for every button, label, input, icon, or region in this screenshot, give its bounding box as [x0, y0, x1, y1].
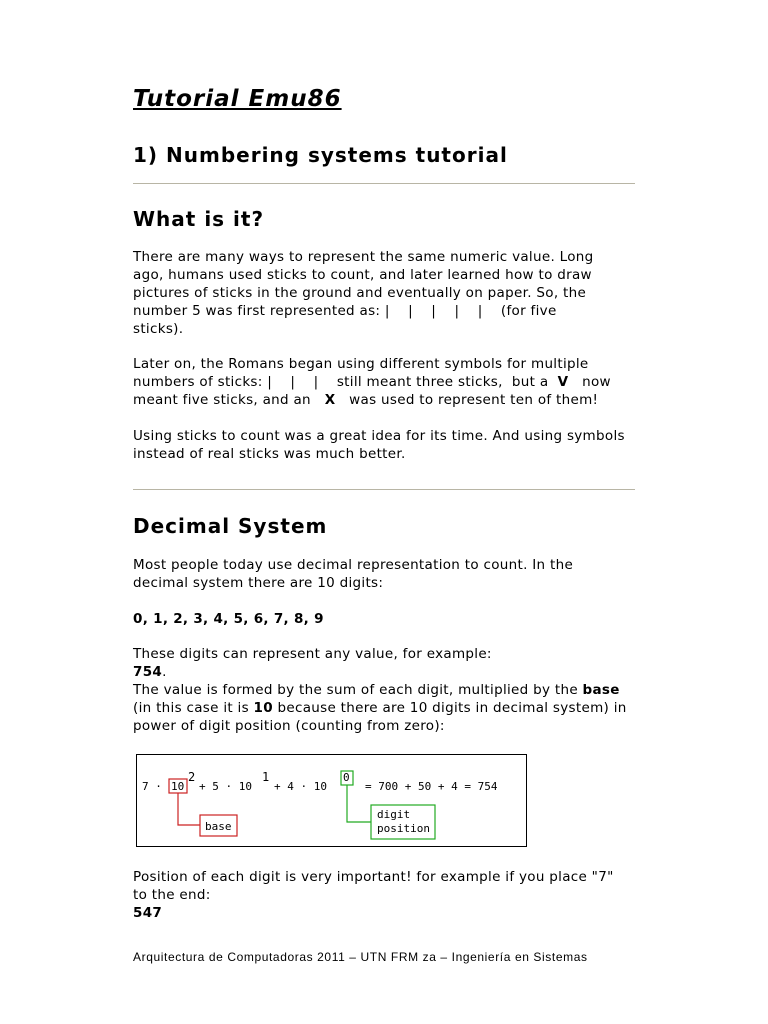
formula-term-4: + 4 · 10	[274, 780, 327, 793]
formula-exponent-2: 2	[188, 770, 196, 784]
base-connector	[178, 793, 200, 825]
decimal-system-heading: Decimal System	[133, 514, 328, 538]
decimal-paragraph-2: These digits can represent any value, for example: 754. The value is formed by the sum of each digit, multiplied by the base (in this case it is 10 because there are 10 digits in decimal system) in power of digit position (counting from zero):	[133, 646, 627, 734]
formula-result: = 700 + 50 + 4 = 754	[365, 780, 498, 793]
document-title: Tutorial Emu86	[133, 86, 342, 112]
base-label: base	[205, 820, 232, 833]
formula-diagram	[136, 754, 527, 847]
divider	[133, 183, 635, 184]
base-term: base	[582, 682, 620, 698]
formula-term-5: + 5 · 10	[199, 780, 252, 793]
position-label: position	[377, 822, 430, 835]
formula-svg	[137, 755, 526, 846]
decimal-paragraph-4: Position of each digit is very important! for example if you place "7" to the end: 547	[133, 868, 638, 922]
section-heading: 1) Numbering systems tutorial	[133, 143, 508, 167]
roman-x: X	[324, 392, 336, 408]
formula-exponent-0: 0	[343, 771, 350, 784]
what-is-it-paragraph-2: Later on, the Romans began using different symbols for multiple numbers of sticks: | | | still meant three sticks, but a V now meant five sticks, and an X was used to represent ten of them!	[133, 356, 611, 408]
formula-exponent-1: 1	[262, 770, 270, 784]
what-is-it-paragraph-1: There are many ways to represent the same numeric value. Long ago, humans used sticks to count, and later learned how to draw pictures of sticks in the ground and eventually on paper. So, the number 5 was first represented as: | | | | | (for five sticks).	[133, 249, 594, 337]
what-is-it-paragraph-3: Using sticks to count was a great idea for its time. And using symbols instead of real sticks was much better.	[133, 428, 625, 462]
roman-v: V	[557, 374, 569, 390]
divider	[133, 489, 635, 490]
formula-base: 10	[171, 780, 185, 793]
what-is-it-heading: What is it?	[133, 207, 265, 231]
page-footer: Arquitectura de Computadoras 2011 – UTN FRM za – Ingeniería en Sistemas	[133, 950, 588, 964]
example-value: 754	[133, 664, 163, 680]
digit-label: digit	[377, 808, 411, 821]
reordered-value: 547	[133, 905, 163, 921]
decimal-paragraph-1: Most people today use decimal representation to count. In the decimal system there are 10 digits:	[133, 557, 574, 591]
formula-term-7: 7 ·	[142, 780, 162, 793]
decimal-digits: 0, 1, 2, 3, 4, 5, 6, 7, 8, 9	[133, 611, 324, 627]
